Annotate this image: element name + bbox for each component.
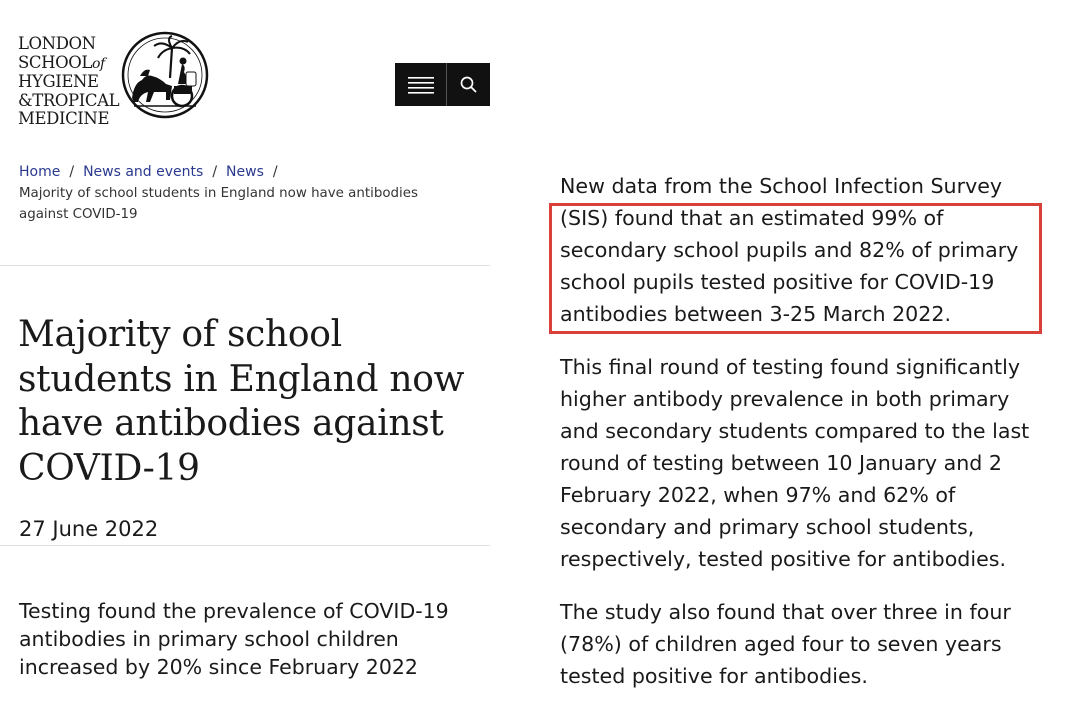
logo-line-london: LONDON (18, 34, 96, 53)
logo-wordmark[interactable] (18, 35, 119, 129)
divider (0, 545, 490, 546)
page-title: Majority of school students in England now have antibodies against COVID-19 (18, 314, 465, 489)
logo-line-hygiene: HYGIENE (18, 72, 99, 91)
publish-date: 27 June 2022 (19, 517, 159, 541)
body-paragraph-3: The study also found that over three in four (78%) of children aged four to seven years tested positive for antibodies. (560, 600, 1011, 688)
body-paragraph-1-highlighted-text: found that an estimated 99% of secondary school pupils and 82% of primary school pupils tested positive for COVID-19 antibodies between 3-25 March 2022. (560, 206, 1019, 326)
logo-line-medicine: MEDICINE (18, 109, 110, 128)
breadcrumb (19, 161, 459, 225)
menu-button[interactable] (395, 63, 447, 106)
breadcrumb-current-page: Majority of school students in England now have antibodies against COVID-19 (19, 186, 418, 222)
breadcrumb-news-and-events[interactable]: News and events (83, 164, 204, 180)
hygieia-chariot-seal-icon[interactable] (120, 28, 210, 123)
breadcrumb-news[interactable]: News (226, 164, 264, 180)
logo-line-tropical: &TROPICAL (18, 90, 120, 110)
search-icon (460, 76, 477, 93)
body-paragraph-2: This final round of testing found significantly higher antibody prevalence in both primary and secondary students compared to the last round of testing between 10 January and 2 February 2022, when 97% and 62% of secondary and primary school students, respectively, tested positive for antibodies. (560, 355, 1030, 571)
body-paragraph-1-lead: New data from the School Infection Survey (SIS) (560, 174, 1003, 230)
search-button[interactable] (447, 63, 490, 106)
breadcrumb-separator: / (212, 164, 218, 180)
highlight-annotation-box (549, 203, 1042, 334)
breadcrumb-separator: / (69, 164, 75, 180)
hamburger-icon (408, 76, 434, 94)
divider (0, 265, 490, 266)
breadcrumb-home[interactable]: Home (19, 164, 61, 180)
logo-line-school: SCHOOLof (18, 52, 105, 72)
article-summary: Testing found the prevalence of COVID-19 antibodies in primary school children increased by 20% since February 2022 (19, 599, 449, 679)
breadcrumb-separator: / (272, 164, 278, 180)
